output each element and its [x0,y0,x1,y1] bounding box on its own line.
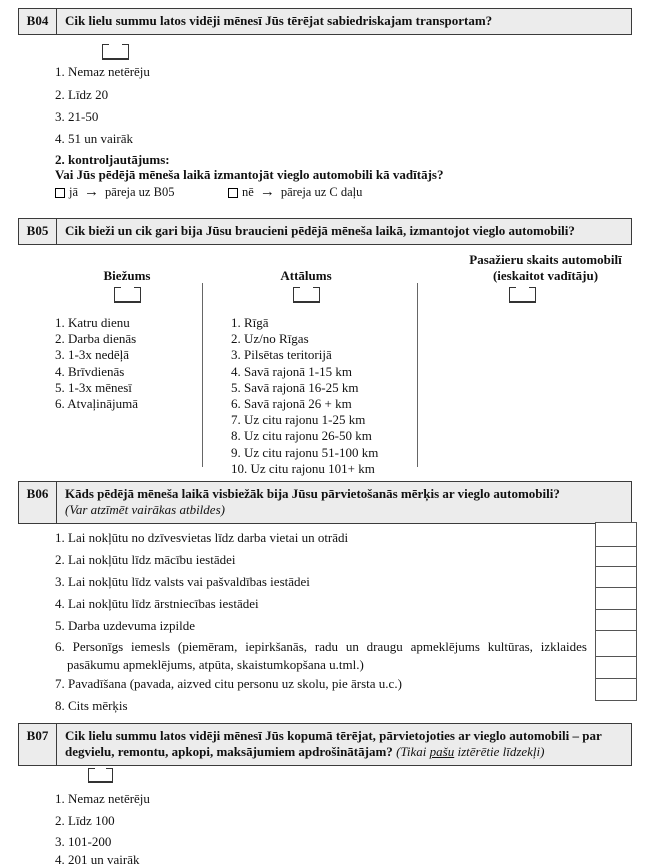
b06-option-7: 7. Pavadīšana (pavada, aizved citu personu uz skolu, pie ārsta u.c.) [55,676,402,691]
list-item: 6. Atvaļinājumā [55,396,139,412]
control-heading: 2. kontroljautājums: [55,152,170,167]
b06-answer-cell-strip [595,522,637,701]
b07-option-3: 3. 101-200 [55,834,112,849]
checkbox-no-action: pāreja uz C daļu [280,185,363,199]
b05-col3-header-line2: (ieskaitot vadītāju) [492,267,599,283]
b06-option-3: 3. Lai nokļūtu līdz valsts vai pašvaldības iestādei [55,574,310,589]
arrow-right-icon: → [84,184,100,200]
b05-frequency-list [55,315,138,412]
answer-cell-5[interactable] [595,609,637,631]
arrow-right-icon: → [259,184,275,200]
question-header-b06 [18,481,632,524]
list-item: 4. Brīvdienās [55,363,125,379]
answer-cell-1[interactable] [595,522,637,547]
question-header-b05 [18,218,632,245]
list-item: 5. 1-3x mēnesī [55,379,132,395]
b04-option-2: 2. Līdz 20 [55,87,109,102]
b04-option-1: 1. Nemaz netērēju [55,64,150,79]
b05-col3-header-line1: Pasažieru skaits automobilī [469,252,622,267]
list-item: 9. Uz citu rajonu 51-100 km [231,444,379,460]
list-item: 1. Rīgā [231,315,269,330]
answer-cell-4[interactable] [595,587,637,610]
control-yes-group [55,184,174,201]
list-item: 3. 1-3x nedēļā [55,347,130,363]
checkbox-yes[interactable] [55,188,65,198]
answer-box-b05-passengers[interactable] [509,287,536,303]
b04-option-4: 4. 51 un vairāk [55,131,133,146]
question-code-b05: B05 [19,219,57,244]
answer-box-b05-distance[interactable] [293,287,320,303]
question-code-b04: B04 [19,9,57,34]
list-item: 7. Uz citu rajonu 1-25 km [231,412,366,428]
answer-box-b05-frequency[interactable] [114,287,141,303]
b05-col2-header: Attālums [280,268,332,283]
list-item: 5. Savā rajonā 16-25 km [231,379,359,395]
b07-title-text: Cik lielu summu latos vidēji mēnesī Jūs kopumā tērējat, pārvietojoties ar vieglo automobili – par degvielu, remontu, apkopi, maksājumiem apdrošinātājam? [65,728,602,760]
list-item: 2. Darba dienās [55,331,137,347]
b07-option-4: 4. 201 un vairāk [55,852,140,866]
list-item: 6. Savā rajonā 26 + km [231,396,352,412]
b06-option-4: 4. Lai nokļūtu līdz ārstniecības iestādei [55,596,259,611]
b07-option-2: 2. Līdz 100 [55,813,115,828]
checkbox-yes-label: jā [69,185,79,199]
b05-distance-list [231,315,378,477]
list-item: 2. Uz/no Rīgas [231,331,309,347]
list-item: 1. Katru dienu [55,315,130,330]
question-code-b06: B06 [19,482,57,523]
question-title-b04: Cik lielu summu latos vidēji mēnesī Jūs tērējat sabiedriskajam transportam? [65,13,493,28]
b06-option-5: 5. Darba uzdevuma izpilde [55,618,196,633]
list-item: 4. Savā rajonā 1-15 km [231,363,352,379]
question-code-b07: B07 [19,724,57,765]
question-title-b05: Cik bieži un cik gari bija Jūsu braucieni pēdējā mēneša laikā, izmantojot vieglo automobili? [65,223,575,238]
answer-box-b04[interactable] [102,44,129,60]
answer-cell-2[interactable] [595,546,637,567]
checkbox-no-label: nē [242,185,254,199]
list-item: 10. Uz citu rajonu 101+ km [231,460,375,476]
b06-subtitle: (Var atzīmēt vairākas atbildes) [65,502,225,518]
answer-cell-7[interactable] [595,656,637,679]
b06-option-8: 8. Cits mērķis [55,698,128,713]
question-header-b07 [18,723,632,766]
control-question: Vai Jūs pēdējā mēneša laikā izmantojāt vieglo automobili kā vadītājs? [55,167,444,182]
b04-option-3: 3. 21-50 [55,109,99,124]
b06-option-6: 6. Personīgs iemesls (piemēram, iepirkšanās, radu un draugu apmeklējums kultūras, izklaides pasākumu apmeklējums, atpūta, skaistumkopšana u.tml.) [55,639,587,673]
control-no-group [228,184,362,201]
b05-col1-header: Biežums [103,268,151,283]
b06-title-text: Kāds pēdējā mēneša laikā visbiežāk bija Jūsu pārvietošanās mērķis ar vieglo automobili? [65,486,560,501]
question-title-b07 [57,724,627,765]
answer-cell-3[interactable] [595,566,637,588]
answer-box-b07[interactable] [88,768,113,783]
column-divider [417,283,418,467]
checkbox-yes-action: pāreja uz B05 [105,185,175,199]
b06-option-2: 2. Lai nokļūtu līdz mācību iestādei [55,552,236,567]
checkbox-no[interactable] [228,188,238,198]
question-title-b06 [57,482,631,523]
question-header-b04 [18,8,632,35]
b07-note: (Tikai pašu iztērētie līdzekļi) [396,744,545,760]
answer-cell-8[interactable] [595,678,637,701]
column-divider [202,283,203,467]
b06-option-1: 1. Lai nokļūtu no dzīvesvietas līdz darba vietai un otrādi [55,530,349,545]
list-item: 3. Pilsētas teritorijā [231,347,332,363]
b07-option-1: 1. Nemaz netērēju [55,791,150,806]
list-item: 8. Uz citu rajonu 26-50 km [231,428,372,444]
b05-col3-header [448,252,643,283]
answer-cell-6[interactable] [595,630,637,657]
